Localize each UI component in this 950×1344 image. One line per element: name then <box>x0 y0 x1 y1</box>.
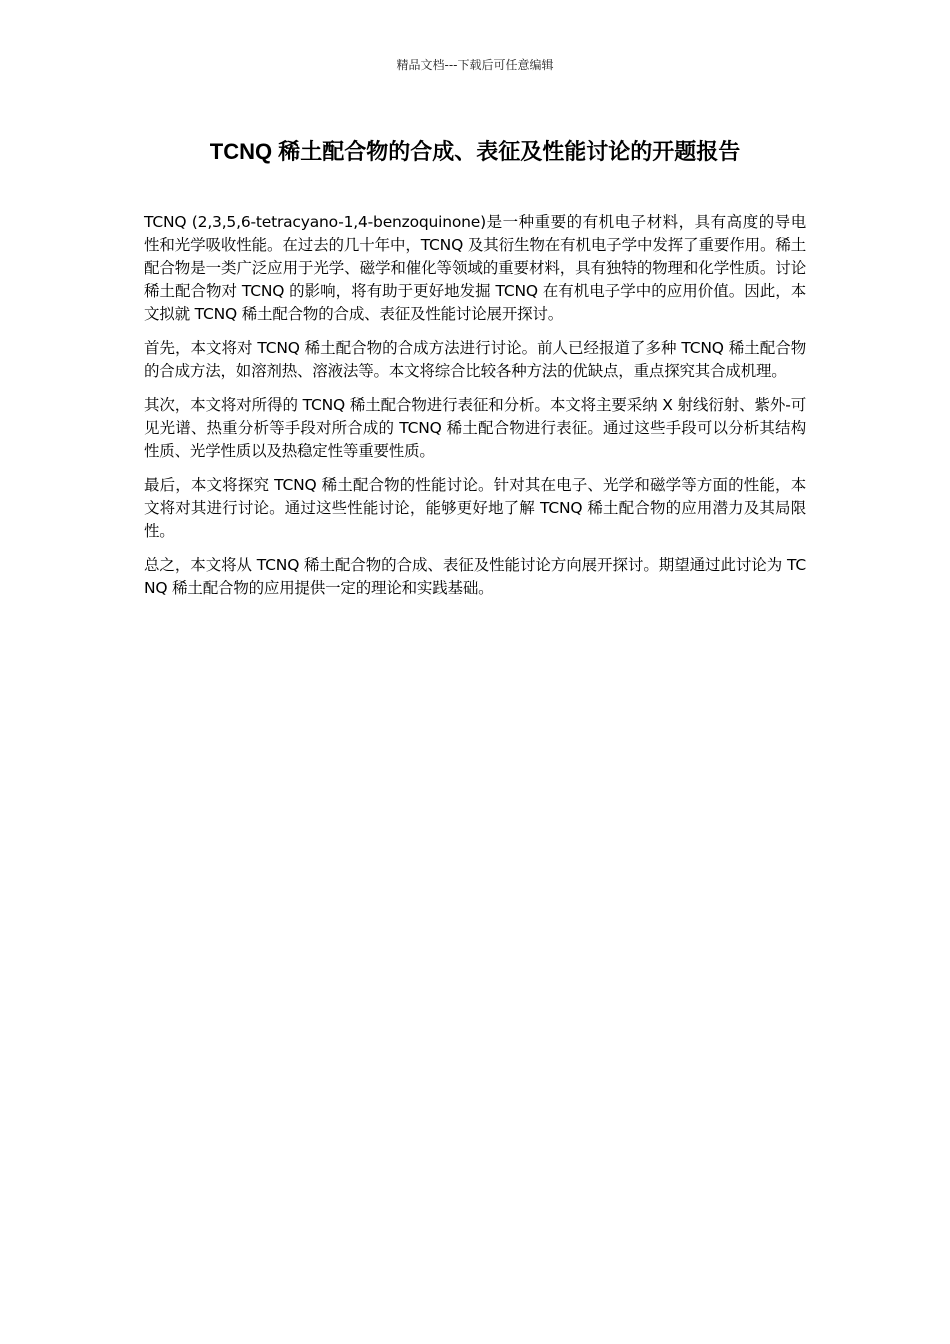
page-header: 精品文档---下载后可任意编辑 <box>396 58 554 72</box>
paragraph-properties: 最后，本文将探究 TCNQ 稀土配合物的性能讨论。针对其在电子、光学和磁学等方面的性能，本文将对其进行讨论。通过这些性能讨论，能够更好地了解 TCNQ 稀土配合物的应用潜力及其局限性。 <box>144 476 806 540</box>
paragraph-synthesis: 首先，本文将对 TCNQ 稀土配合物的合成方法进行讨论。前人已经报道了多种 TCNQ 稀土配合物的合成方法，如溶剂热、溶液法等。本文将综合比较各种方法的优缺点，重点探究其合成机理。 <box>144 339 806 380</box>
paragraph-characterization: 其次，本文将对所得的 TCNQ 稀土配合物进行表征和分析。本文将主要采纳 X 射线衍射、紫外-可见光谱、热重分析等手段对所合成的 TCNQ 稀土配合物进行表征。通过这些手段可以分析其结构性质、光学性质以及热稳定性等重要性质。 <box>144 396 806 460</box>
paragraph-intro: TCNQ (2,3,5,6-tetracyano-1,4-benzoquinone)是一种重要的有机电子材料，具有高度的导电性和光学吸收性能。在过去的几十年中，TCNQ 及其衍生物在有机电子学中发挥了重要作用。稀土配合物是一类广泛应用于光学、磁学和催化等领域的重要材料，具有独特的物理和化学性质。讨论稀土配合物对 TCNQ 的影响，将有助于更好地发掘 TCNQ 在有机电子学中的应用价值。因此，本文拟就 TCNQ 稀土配合物的合成、表征及性能讨论展开探讨。 <box>144 213 806 323</box>
paragraph-conclusion: 总之，本文将从 TCNQ 稀土配合物的合成、表征及性能讨论方向展开探讨。期望通过此讨论为 TCNQ 稀土配合物的应用提供一定的理论和实践基础。 <box>144 556 806 597</box>
document-title: TCNQ 稀土配合物的合成、表征及性能讨论的开题报告 <box>209 139 741 164</box>
document-body <box>144 211 806 611</box>
